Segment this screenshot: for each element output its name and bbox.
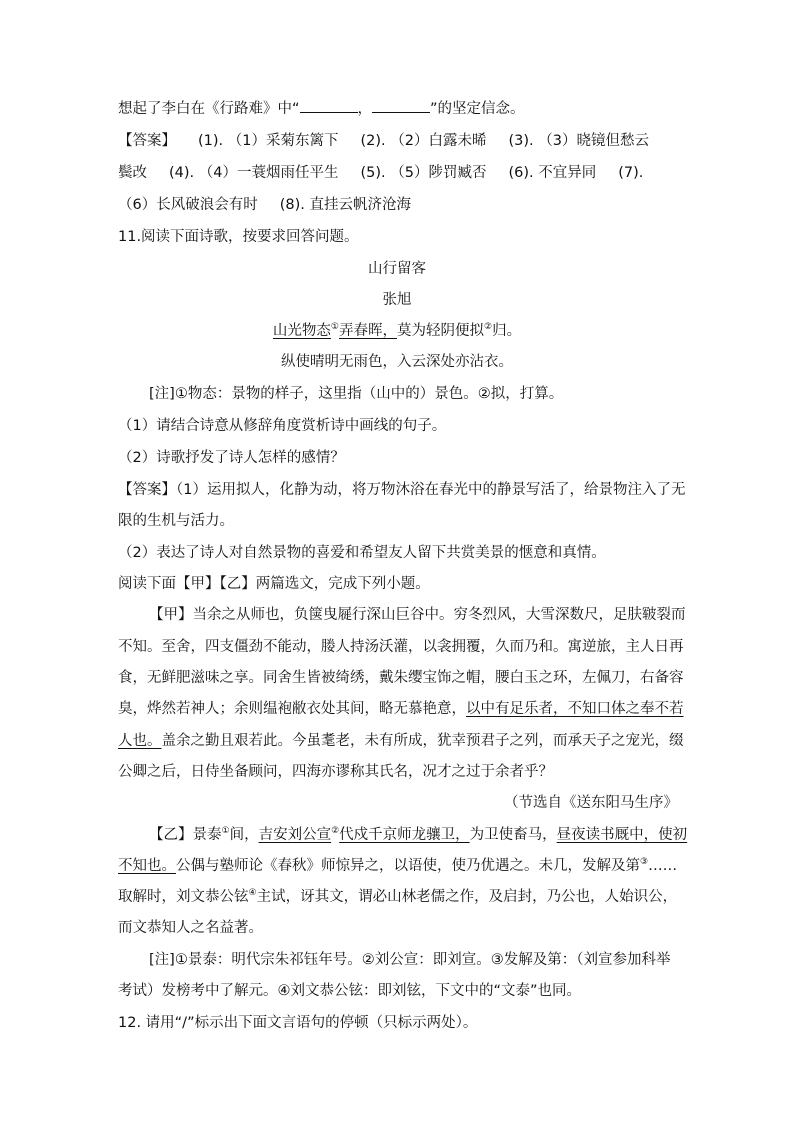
- passage-line: [118, 699, 684, 719]
- underlined-text: 代戍千京师龙骧卫，: [339, 827, 470, 843]
- text-segment: 归。: [492, 323, 522, 339]
- text-segment: ”的坚定信念。: [430, 101, 525, 117]
- underlined-text: 山光物态: [272, 323, 331, 339]
- passage-source: （节选自《送东阳马生序》: [504, 795, 678, 811]
- footnote-mark: ②: [331, 826, 340, 837]
- answer-label: 【答案】: [118, 133, 176, 149]
- underlined-text: 吉安刘公宣: [258, 827, 332, 843]
- answer-item: (3). （3）晓镜但愁云: [508, 133, 649, 149]
- section-intro: 阅读下面【甲】【乙】两篇选文，完成下列小题。: [118, 576, 430, 592]
- text-segment: 主试，讶其文，谓必山林老儒之作，及启封，乃公也，人始识公，: [256, 889, 678, 905]
- underlined-text: 以中有足乐者，不知口体之奉不若: [466, 701, 684, 717]
- answer-item: (4). （4）一蓑烟雨任平生: [169, 165, 339, 181]
- answer-item: (6). 不宜异同: [508, 165, 597, 181]
- passage-line: 食，无鲜肥滋味之享。同舍生皆被绮绣，戴朱缨宝饰之帽，腰白玉之环，左佩刀，右备容: [118, 670, 684, 686]
- text-segment: 取解时，刘文恭公铉: [118, 889, 249, 905]
- text-segment: ……: [648, 858, 678, 874]
- footnote-mark: ④: [248, 888, 257, 899]
- sub-question: （2）诗歌抒发了诗人怎样的感情？: [118, 450, 345, 466]
- passage-line: 而文恭知人之名益著。: [118, 920, 263, 936]
- passage-line: [149, 825, 688, 845]
- answer-line: 限的生机与活力。: [118, 513, 234, 529]
- answer-item: (5). （5）陟罚臧否: [360, 165, 487, 181]
- fill-blank: [300, 100, 358, 113]
- poem-author: 张旭: [382, 292, 412, 308]
- answer-item: （6）长风破浪会有时: [118, 197, 258, 213]
- footnote-mark: ③: [640, 857, 649, 868]
- underlined-text: 昼夜读书厩中，使初: [556, 827, 688, 843]
- text-segment: 为卫使畜马，: [469, 827, 557, 843]
- text-segment: 【乙】景泰: [149, 827, 222, 843]
- annotation: [注]①物态：景物的样子，这里指（山中的）景色。②拟，打算。: [149, 386, 564, 402]
- sub-question: （1）请结合诗意从修辞角度赏析诗中画线的句子。: [118, 418, 447, 434]
- text-segment: 想起了李白在《行路难》中“: [118, 101, 300, 117]
- fill-blank: [372, 100, 430, 113]
- poem-line: 纵使晴明无雨色，入云深处亦沾衣。: [281, 354, 513, 370]
- text-segment: ，: [357, 101, 373, 117]
- passage-line: 公卿之后，日侍坐备顾问，四海亦谬称其氏名，况才之过于余者乎？: [118, 764, 553, 780]
- answer-item: (7).: [618, 165, 644, 181]
- footnote-mark: ②: [484, 322, 493, 333]
- answer-line: [118, 163, 678, 183]
- answer-item: (2). （2）白露未晞: [360, 133, 487, 149]
- passage-line: 【甲】当余之从师也，负箧曳屣行深山巨谷中。穷冬烈风，大雪深数尺，足肤皲裂而: [149, 607, 686, 623]
- underlined-text: 不知也。: [118, 858, 176, 874]
- text-line: [118, 99, 678, 119]
- text-segment: 盖余之勤且艰若此。今虽耄老，未有所成，犹幸预君子之列，而承天子之宠光，缀: [161, 733, 684, 749]
- answer-item: (1). （1）采菊东篱下: [198, 133, 339, 149]
- annotation: 考试）发榜考中了解元。④刘文恭公铉：即刘铉，下文中的“文泰”也同。: [118, 983, 582, 999]
- answer-item: 鬓改: [118, 165, 147, 181]
- answer-line: [118, 131, 678, 151]
- poem-line: [0, 321, 794, 341]
- passage-line: 不知。至舍，四支僵劲不能动，媵人持汤沃灌，以衾拥覆，久而乃和。寓逆旅，主人日再: [118, 639, 684, 655]
- answer-line: [118, 195, 678, 215]
- underlined-text: 弄春晖，: [339, 323, 397, 339]
- poem-title: 山行留客: [368, 261, 426, 277]
- underlined-text: 人也。: [118, 733, 162, 749]
- answer-line: 【答案】（1）运用拟人，化静为动，将万物沐浴在春光中的静景写活了，给景物注入了无: [118, 482, 686, 498]
- text-segment: 莫为轻阴便拟: [397, 323, 484, 339]
- footnote-mark: ①: [330, 322, 339, 333]
- text-segment: 公偶与塾师论《春秋》师惊异之，以语使，使乃优遇之。未几，发解及第: [176, 858, 640, 874]
- question-heading: 12. 请用“/”标示出下面文言语句的停顿（只标示两处）。: [118, 1015, 478, 1031]
- passage-line: [118, 856, 678, 876]
- text-segment: 臭，烨然若神人；余则缊袍敝衣处其间，略无慕艳意，: [118, 701, 466, 717]
- answer-line: （2）表达了诗人对自然景物的喜爱和希望友人留下共赏美景的惬意和真情。: [118, 545, 606, 561]
- question-heading: 11.阅读下面诗歌，按要求回答问题。: [118, 229, 359, 245]
- annotation: [注]①景泰：明代宗朱祁钰年号。②刘公宣：即刘宣。③发解及第：（刘宣参加科举: [149, 952, 671, 968]
- passage-line: [118, 731, 684, 751]
- text-segment: 间，: [229, 827, 259, 843]
- passage-line: [118, 887, 678, 907]
- answer-item: (8). 直挂云帆济沧海: [279, 197, 411, 213]
- footnote-mark: ①: [221, 826, 230, 837]
